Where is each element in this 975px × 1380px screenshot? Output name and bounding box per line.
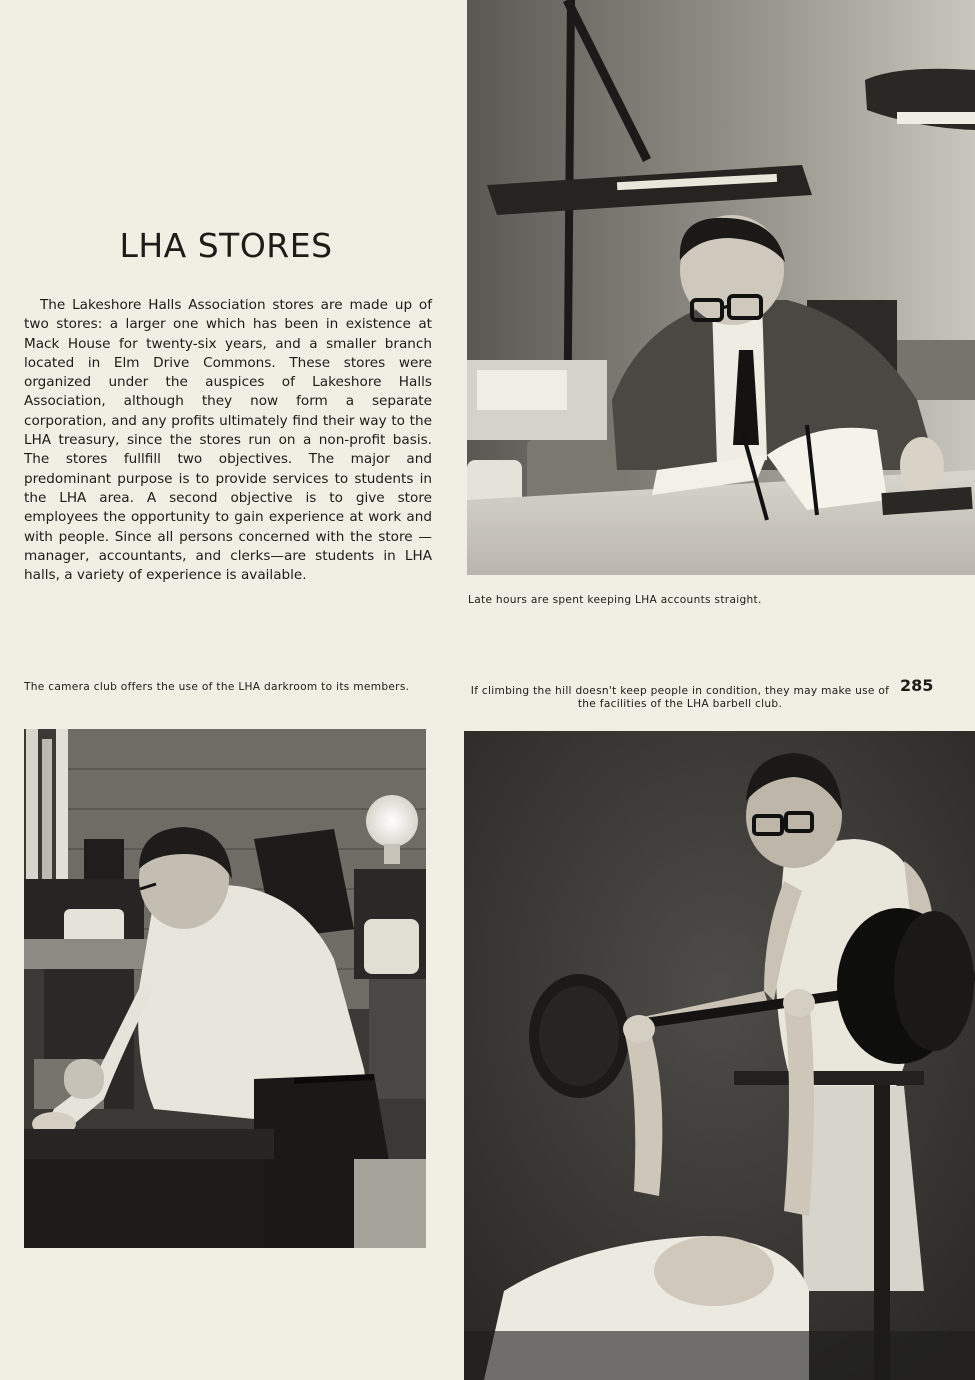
photo-barbell-club xyxy=(464,731,975,1380)
caption-barbell-club: If climbing the hill doesn't keep people in condition, they may make use of the facilities of the LHA barbell club. xyxy=(470,685,890,710)
caption-accounts: Late hours are spent keeping LHA accounts straight. xyxy=(468,594,762,606)
article-title: LHA STORES xyxy=(119,226,333,265)
caption-camera-club: The camera club offers the use of the LHA darkroom to its members. xyxy=(24,681,410,693)
page-number: 285 xyxy=(900,676,934,695)
article-body: The Lakeshore Halls Association stores are made up of two stores: a larger one which has been in existence at Mack House for twenty-six years, and a smaller branch located in Elm Drive Commons. These stores were organized under the auspices of Lakeshore Halls Association, although they now form a separate corporation, and any profits ultimately find their way to the LHA treasury, since the stores run on a non-profit basis. The stores fullfill two objectives. The major and predominant purpose is to provide services to students in the LHA area. A second objective is to give store employees the opportunity to gain experience at work and with people. Since all persons concerned with the store —manager, accountants, and clerks—are students in LHA halls, a variety of experience is available. xyxy=(24,297,432,584)
photo-student-accounts xyxy=(467,0,975,575)
photo-darkroom xyxy=(24,729,426,1248)
